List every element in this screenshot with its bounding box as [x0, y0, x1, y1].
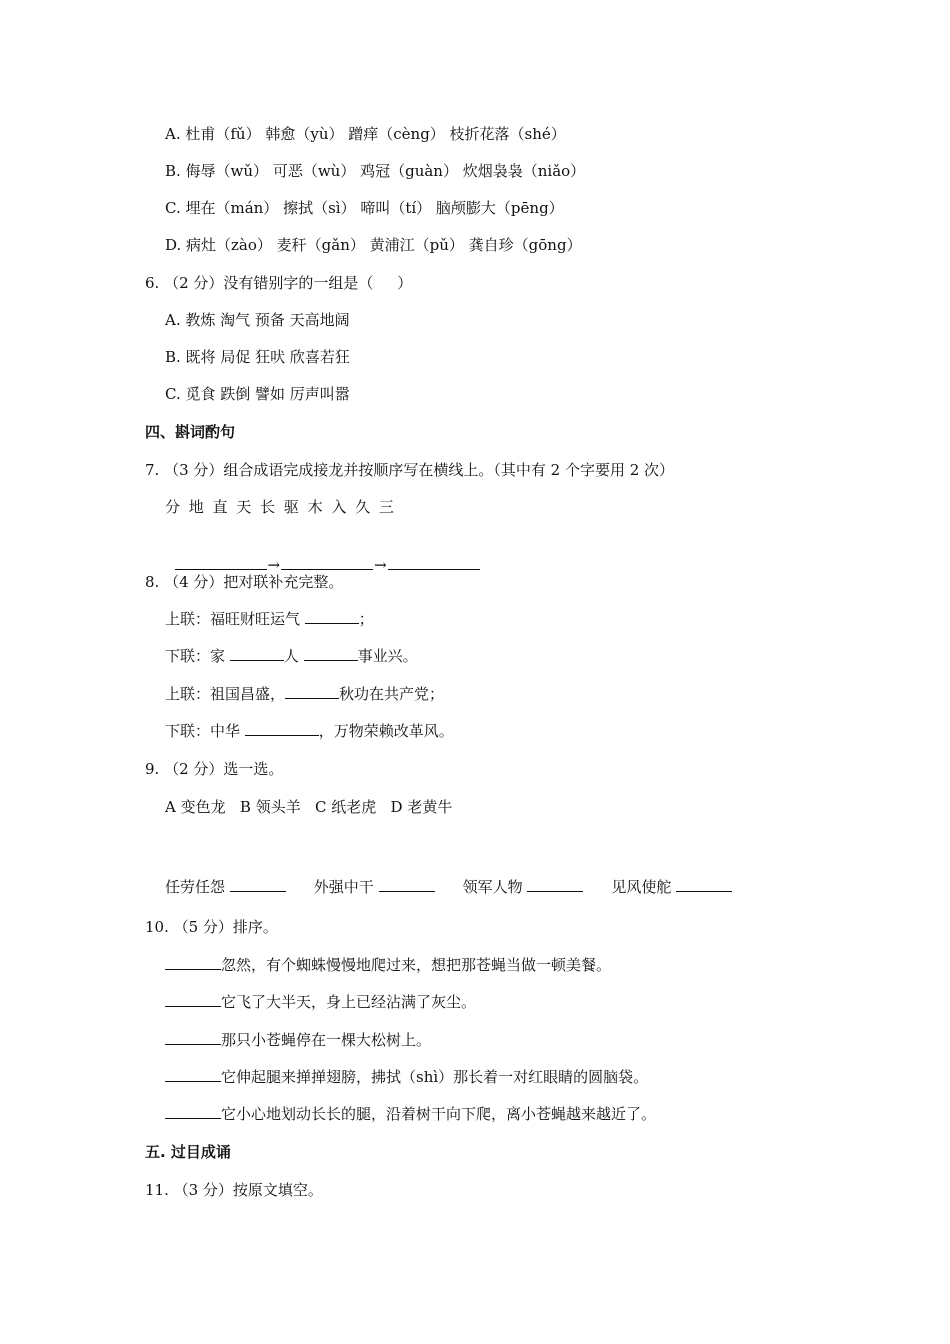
q8-text: 秋功在共产党； [339, 685, 445, 703]
q7-stem: 7. （3 分）组合成语完成接龙并按顺序写在横线上。（其中有 2 个字要用 2 次） [145, 461, 675, 479]
section-heading-4: 四、斟词酌句 [145, 423, 236, 441]
arrow-icon: → [374, 556, 387, 574]
q7-answer-line [165, 532, 480, 576]
q8-text: 人 [283, 647, 304, 665]
q7-blank-3[interactable] [388, 554, 480, 570]
q8-blank[interactable] [305, 608, 359, 624]
q10-line-5 [165, 1103, 656, 1125]
q8-text: 上联：祖国昌盛， [165, 685, 286, 703]
q11-stem: 11. （3 分）按原文填空。 [145, 1181, 323, 1199]
q6-stem: 6. （2 分）没有错别字的一组是（ ） [145, 274, 413, 292]
q10-line-2 [165, 991, 476, 1013]
q9-blank[interactable] [527, 876, 583, 892]
q9-item: 领军人物 [462, 878, 528, 896]
q10-text: 忽然，有个蜘蛛慢慢地爬过来，想把那苍蝇当做一顿美餐。 [221, 956, 612, 974]
q8-couplet-2 [165, 645, 418, 667]
q6-option-c: C. 觅食 跌倒 譬如 厉声叫嚣 [165, 385, 350, 403]
q8-couplet-1 [165, 608, 374, 630]
q10-blank[interactable] [165, 954, 221, 970]
q8-text: 下联：家 [165, 647, 230, 665]
q8-text: 事业兴。 [357, 647, 418, 665]
q10-blank[interactable] [165, 1029, 221, 1045]
q10-stem: 10. （5 分）排序。 [145, 918, 278, 936]
q8-blank[interactable] [230, 645, 284, 661]
q5-option-b: B. 侮辱（wǔ） 可恶（wù） 鸡冠（guàn） 炊烟袅袅（niǎo） [165, 162, 586, 180]
q9-item: 见风使舵 [611, 878, 677, 896]
q9-item: 任劳任怨 [165, 878, 230, 896]
q10-text: 它小心地划动长长的腿，沿着树干向下爬，离小苍蝇越来越近了。 [221, 1105, 657, 1123]
q5-option-a: A. 杜甫（fǔ） 韩愈（yù） 蹭痒（cèng） 枝折花落（shé） [165, 125, 566, 143]
q5-option-c: C. 埋在（mán） 擦拭（sì） 啼叫（tí） 脑颅膨大（pēng） [165, 199, 564, 217]
q10-text: 那只小苍蝇停在一棵大松树上。 [221, 1031, 432, 1049]
q9-items [165, 876, 732, 898]
q9-choices: A 变色龙 B 领头羊 C 纸老虎 D 老黄牛 [165, 798, 453, 816]
q9-blank[interactable] [379, 876, 435, 892]
q9-stem: 9. （2 分）选一选。 [145, 760, 284, 778]
q6-option-a: A. 教炼 淘气 预备 天高地阔 [165, 311, 350, 329]
q10-text: 它伸起腿来掸掸翅膀，拂拭（shì）那长着一对红眼睛的圆脑袋。 [221, 1068, 649, 1086]
q8-blank[interactable] [245, 720, 319, 736]
q10-line-3 [165, 1029, 431, 1051]
q8-text: ； [358, 610, 374, 628]
q7-chars: 分 地 直 天 长 驱 木 入 久 三 [165, 498, 394, 516]
q7-blank-2[interactable] [281, 554, 373, 570]
q9-item: 外强中干 [313, 878, 379, 896]
q8-stem: 8. （4 分）把对联补充完整。 [145, 573, 344, 591]
q7-blank-1[interactable] [175, 554, 267, 570]
q10-line-4 [165, 1066, 648, 1088]
q8-text: ，万物荣赖改革风。 [318, 722, 454, 740]
q8-couplet-3 [165, 683, 444, 705]
q10-line-1 [165, 954, 611, 976]
section-heading-5: 五. 过目成诵 [145, 1143, 231, 1161]
q8-blank[interactable] [285, 683, 339, 699]
q6-option-b: B. 既将 局促 狂吠 欣喜若狂 [165, 348, 350, 366]
arrow-icon: → [267, 556, 281, 574]
q10-blank[interactable] [165, 991, 221, 1007]
q8-blank[interactable] [304, 645, 358, 661]
q10-text: 它飞了大半天，身上已经沾满了灰尘。 [221, 993, 477, 1011]
q10-blank[interactable] [165, 1066, 221, 1082]
q8-text: 下联：中华 [165, 722, 245, 740]
q9-blank[interactable] [676, 876, 732, 892]
q10-blank[interactable] [165, 1103, 221, 1119]
q8-couplet-4 [165, 720, 454, 742]
q5-option-d: D. 病灶（zào） 麦秆（gǎn） 黄浦江（pǔ） 龚自珍（gōng） [165, 236, 582, 254]
q9-blank[interactable] [230, 876, 286, 892]
q8-text: 上联：福旺财旺运气 [165, 610, 305, 628]
